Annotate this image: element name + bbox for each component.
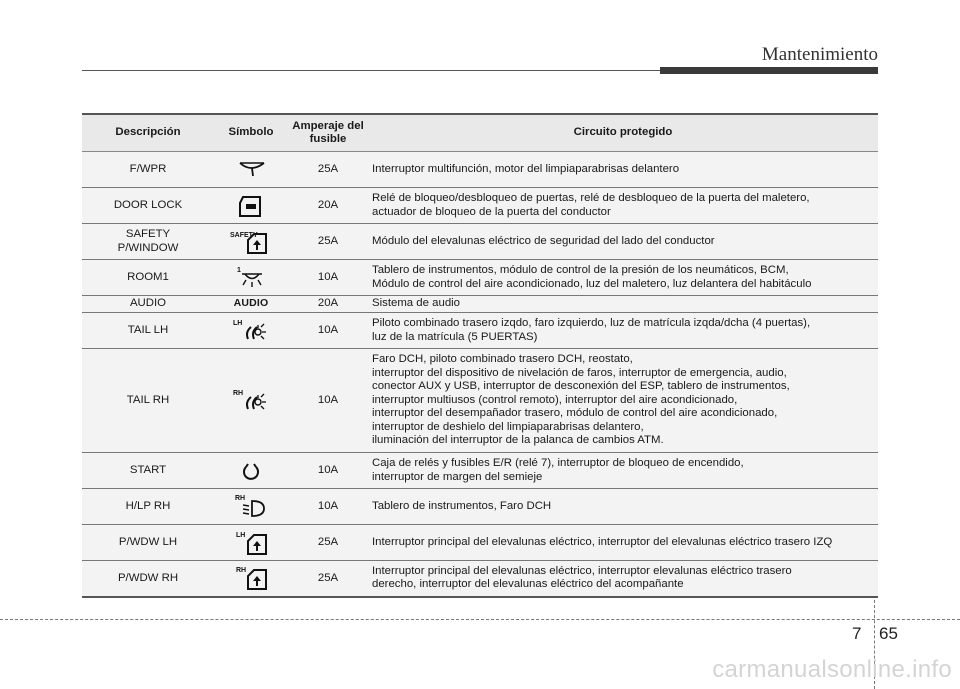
symbol-label: LH xyxy=(233,319,243,327)
circuit-line: Piloto combinado trasero izqdo, faro izquierdo, luz de matrícula izqda/dcha (4 puertas), xyxy=(372,317,811,329)
fuse-symbol xyxy=(214,152,288,188)
column-header-description: Descripción xyxy=(82,114,214,152)
fuse-symbol xyxy=(214,260,288,296)
page-number: 65 xyxy=(879,624,898,643)
fuse-description: ROOM1 xyxy=(82,260,214,296)
door-lock-icon xyxy=(226,192,276,220)
circuit-line: interruptor del dispositivo de nivelación de faros, interruptor de emergencia, audio, xyxy=(372,366,787,379)
section-title: Mantenimiento xyxy=(761,44,878,65)
header-bar xyxy=(660,67,878,74)
circuit-line: Tablero de instrumentos, módulo de control de la presión de los neumáticos, BCM, xyxy=(372,264,789,276)
fuse-symbol xyxy=(214,525,288,561)
fuse-amperage: 20A xyxy=(288,296,368,313)
power-window-icon xyxy=(226,228,276,256)
circuit-line: derecho, interruptor del elevalunas eléctrico del acompañante xyxy=(372,578,684,591)
fuse-description: DOOR LOCK xyxy=(82,188,214,224)
wiper-icon xyxy=(226,156,276,184)
circuit-line: Interruptor multifunción, motor del limpiaparabrisas delantero xyxy=(372,162,680,175)
fuse-circuit xyxy=(368,188,878,224)
symbol-label: RH xyxy=(236,567,247,575)
power-window-icon xyxy=(226,564,276,592)
chapter-number: 7 xyxy=(852,624,862,643)
fuse-circuit xyxy=(368,152,878,188)
symbol-label: LH xyxy=(236,531,246,539)
fuse-circuit xyxy=(368,453,878,489)
table-row xyxy=(82,525,878,561)
circuit-line: Módulo del elevalunas eléctrico de seguridad del lado del conductor xyxy=(372,234,715,247)
fuse-circuit xyxy=(368,313,878,349)
circuit-line: iluminación del interruptor de la palanca de cambios ATM. xyxy=(372,434,664,447)
fuse-symbol xyxy=(214,349,288,453)
fuse-description: P/WDW LH xyxy=(82,525,214,561)
header-rule xyxy=(82,70,662,71)
fuse-description: P/WDW RH xyxy=(82,561,214,597)
fuse-symbol xyxy=(214,313,288,349)
circuit-line: Sistema de audio xyxy=(372,297,461,310)
fuse-symbol xyxy=(214,489,288,525)
symbol-label: SAFETY xyxy=(230,231,258,239)
circuit-line: Relé de bloqueo/desbloqueo de puertas, relé de desbloqueo de la puerta del maletero, xyxy=(372,192,810,204)
table-row xyxy=(82,260,878,296)
description-line: SAFETY xyxy=(125,228,171,240)
symbol-label: RH xyxy=(235,494,246,502)
circuit-line: interruptor del desempañador trasero, módulo de control del aire acondicionado, xyxy=(372,407,778,420)
table-row xyxy=(82,349,878,453)
watermark: carmanualsonline.info xyxy=(712,656,952,683)
footer-rule xyxy=(0,619,960,620)
fuse-amperage: 25A xyxy=(288,152,368,188)
circuit-line: interruptor multiusos (control remoto), interruptor del aire acondicionado, xyxy=(372,393,738,406)
circuit-line: Módulo de control del aire acondicionado, luz del maletero, luz delantera del habitáculo xyxy=(372,277,812,290)
room-lamp-icon xyxy=(226,264,276,292)
circuit-line: interruptor de deshielo del limpiaparabrisas delantero, xyxy=(372,420,644,433)
fuse-description: H/LP RH xyxy=(82,489,214,525)
fuse-description: START xyxy=(82,453,214,489)
table-row xyxy=(82,152,878,188)
fuse-circuit xyxy=(368,561,878,597)
fuse-symbol xyxy=(214,188,288,224)
fuse-amperage: 10A xyxy=(288,489,368,525)
column-header-amperage: Amperaje del fusible xyxy=(288,114,368,152)
fuse-description: TAIL RH xyxy=(82,349,214,453)
audio-label: AUDIO xyxy=(233,297,269,310)
symbol-label: RH xyxy=(233,389,244,397)
fuse-description: F/WPR xyxy=(82,152,214,188)
fuse-circuit xyxy=(368,349,878,453)
table-row xyxy=(82,296,878,313)
fuse-amperage: 10A xyxy=(288,313,368,349)
fuse-amperage: 20A xyxy=(288,188,368,224)
circuit-line: Caja de relés y fusibles E/R (relé 7), interruptor de bloqueo de encendido, xyxy=(372,457,744,469)
fuse-description xyxy=(82,224,214,260)
fuse-symbol xyxy=(214,561,288,597)
fuse-description: AUDIO xyxy=(82,296,214,313)
fuse-circuit xyxy=(368,525,878,561)
table-row xyxy=(82,224,878,260)
fuse-amperage: 10A xyxy=(288,349,368,453)
column-header-circuit: Circuito protegido xyxy=(368,114,878,152)
circuit-line: luz de la matrícula (5 PUERTAS) xyxy=(372,330,538,343)
symbol-label: 1 xyxy=(237,266,241,274)
fuse-amperage: 25A xyxy=(288,561,368,597)
fuse-amperage: 25A xyxy=(288,224,368,260)
fuse-symbol xyxy=(214,224,288,260)
circuit-line: actuador de bloqueo de la puerta del conductor xyxy=(372,205,611,218)
table-header-row xyxy=(82,114,878,152)
headlamp-icon xyxy=(226,493,276,521)
table-row xyxy=(82,489,878,525)
table-row xyxy=(82,188,878,224)
fuse-circuit xyxy=(368,296,878,313)
circuit-line: Faro DCH, piloto combinado trasero DCH, reostato, xyxy=(372,353,633,366)
table-row xyxy=(82,561,878,597)
circuit-line: interruptor de margen del semieje xyxy=(372,470,543,483)
table-row xyxy=(82,453,878,489)
column-header-symbol: Símbolo xyxy=(214,114,288,152)
fuse-circuit xyxy=(368,489,878,525)
table-row xyxy=(82,313,878,349)
fuse-table xyxy=(82,113,878,598)
tail-lamp-icon xyxy=(226,317,276,345)
power-window-icon xyxy=(226,529,276,557)
fuse-symbol xyxy=(214,296,288,313)
circuit-line: Interruptor principal del elevalunas eléctrico, interruptor elevalunas eléctrico trasero xyxy=(372,564,792,577)
fuse-amperage: 10A xyxy=(288,260,368,296)
fuse-amperage: 10A xyxy=(288,453,368,489)
circuit-line: conector AUX y USB, interruptor de desconexión del ESP, tablero de instrumentos, xyxy=(372,380,790,393)
fuse-circuit xyxy=(368,260,878,296)
fuse-circuit xyxy=(368,224,878,260)
fuse-amperage: 25A xyxy=(288,525,368,561)
circuit-line: Tablero de instrumentos, Faro DCH xyxy=(372,499,552,512)
fuse-description: TAIL LH xyxy=(82,313,214,349)
fuse-symbol xyxy=(214,453,288,489)
circuit-line: Interruptor principal del elevalunas eléctrico, interruptor del elevalunas eléctrico trasero IZQ xyxy=(372,535,833,548)
tail-lamp-icon xyxy=(226,387,276,415)
start-icon xyxy=(226,457,276,485)
description-line: P/WINDOW xyxy=(117,241,179,254)
